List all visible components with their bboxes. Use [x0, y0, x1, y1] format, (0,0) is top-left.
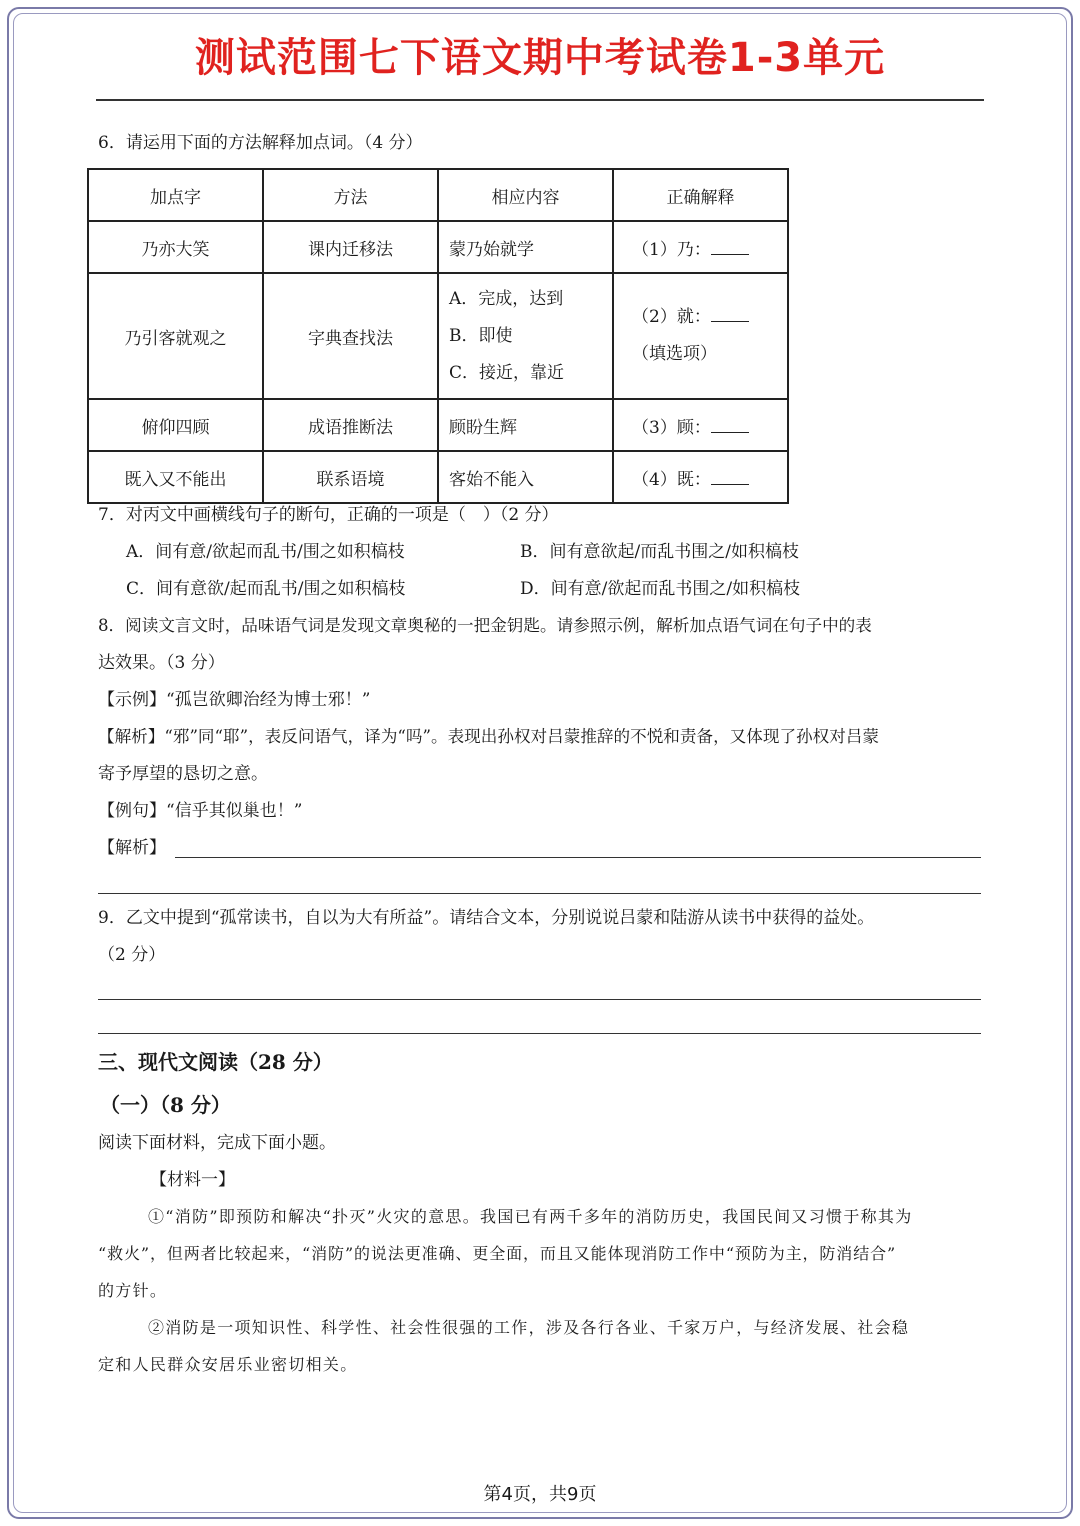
answer-blank[interactable] [711, 240, 749, 255]
material-p2-line2: 定和人民群众安居乐业密切相关。 [98, 1355, 358, 1374]
word-cell: 俯仰四顾 [88, 399, 263, 451]
page-number: 第4页，共9页 [483, 1484, 597, 1505]
q9-stem-line2: （2 分） [98, 945, 166, 965]
answer-cell [613, 399, 788, 451]
q8-answer-line[interactable] [175, 857, 981, 858]
header-cell: 相应内容 [438, 169, 613, 221]
word-cell: 既入又不能出 [88, 451, 263, 503]
q6-table [87, 168, 789, 504]
reading-instruction: 阅读下面材料，完成下面小题。 [98, 1133, 336, 1153]
material-p1-line2: “救火”，但两者比较起来，“消防”的说法更准确、更全面，而且又能体现消防工作中“预防为主，防消结合” [98, 1244, 897, 1263]
answer-cell [613, 273, 788, 399]
table-row [88, 399, 788, 451]
method-cell: 字典查找法 [263, 273, 438, 399]
subsection-heading: （一）（8 分） [100, 1093, 231, 1117]
material-p2-line1: ②消防是一项知识性、科学性、社会性很强的工作，涉及各行各业、千家万户，与经济发展、社会稳 [148, 1318, 910, 1337]
header-cell: 方法 [263, 169, 438, 221]
table-row [88, 451, 788, 503]
word-cell: 乃引客就观之 [88, 273, 263, 399]
content-cell: 顾盼生辉 [438, 399, 613, 451]
q7-option-d[interactable]: D．间有意/欲起而乱书围之/如积槁枝 [520, 579, 801, 599]
q9-answer-line-2[interactable] [98, 1033, 981, 1034]
answer-cell [613, 451, 788, 503]
material-p1-line1: ①“消防”即预防和解决“扑灭”火灾的意思。我国已有两千多年的消防历史，我国民间又习惯于称其为 [148, 1207, 913, 1226]
q8-sentence: 【例句】“信乎其似巢也！” [98, 801, 303, 821]
answer-label: （1）乃： [632, 239, 711, 260]
answer-label: （2）就： [632, 307, 711, 327]
answer-blank[interactable] [711, 307, 749, 322]
table-header-row [88, 169, 788, 221]
q8-analysis-line2: 寄予厚望的恳切之意。 [98, 764, 268, 784]
q6-stem: 6．请运用下面的方法解释加点词。（4 分） [98, 133, 423, 153]
content-cell: 蒙乃始就学 [438, 221, 613, 273]
q7-option-b[interactable]: B．间有意欲起/而乱书围之/如积槁枝 [520, 542, 799, 562]
table-row [88, 273, 788, 399]
q8-stem-line1: 8．阅读文言文时，品味语气词是发现文章奥秘的一把金钥匙。请参照示例，解析加点语气词在句子中的表 [98, 616, 872, 635]
q8-answer-line-2[interactable] [98, 893, 981, 894]
section-heading: 三、现代文阅读（28 分） [98, 1050, 333, 1074]
title-divider [96, 99, 984, 101]
page-title: 测试范围七下语文期中考试卷1-3单元 [194, 35, 886, 81]
q7-option-a[interactable]: A．间有意/欲起而乱书/围之如积槁枝 [126, 542, 405, 562]
header-cell: 正确解释 [613, 169, 788, 221]
option-b: B．即使 [449, 325, 513, 346]
q8-analysis-line1: 【解析】“邪”同“耶”，表反问语气，译为“吗”。表现出孙权对吕蒙推辞的不悦和责备，又体现了孙权对吕蒙 [98, 727, 880, 746]
header-cell: 加点字 [88, 169, 263, 221]
method-cell: 成语推断法 [263, 399, 438, 451]
q8-example: 【示例】“孤岂欲卿治经为博士邪！” [98, 690, 371, 710]
answer-blank[interactable] [711, 470, 749, 485]
answer-label: （3）顾： [632, 417, 711, 438]
content-cell: 客始不能入 [438, 451, 613, 503]
q9-answer-line[interactable] [98, 999, 981, 1000]
material-label: 【材料一】 [150, 1170, 235, 1190]
word-cell: 乃亦大笑 [88, 221, 263, 273]
answer-note: （填选项） [632, 344, 717, 364]
table-row [88, 221, 788, 273]
method-cell: 课内迁移法 [263, 221, 438, 273]
q8-answer-label: 【解析】 [98, 838, 166, 858]
q7-option-c[interactable]: C．间有意欲/起而乱书/围之如积槁枝 [126, 579, 406, 599]
material-p1-line3: 的方针。 [98, 1281, 168, 1300]
method-cell: 联系语境 [263, 451, 438, 503]
options-cell [438, 273, 613, 399]
option-c: C．接近，靠近 [449, 362, 565, 383]
option-a: A．完成，达到 [449, 288, 564, 309]
q8-stem-line2: 达效果。（3 分） [98, 653, 225, 673]
answer-label: （4）既： [632, 469, 711, 490]
q7-stem: 7．对丙文中画横线句子的断句，正确的一项是（ ）（2 分） [98, 505, 559, 525]
q9-stem-line1: 9．乙文中提到“孤常读书，自以为大有所益”。请结合文本，分别说说吕蒙和陆游从读书中获得的益处。 [98, 908, 875, 928]
answer-blank[interactable] [711, 418, 749, 433]
answer-cell [613, 221, 788, 273]
